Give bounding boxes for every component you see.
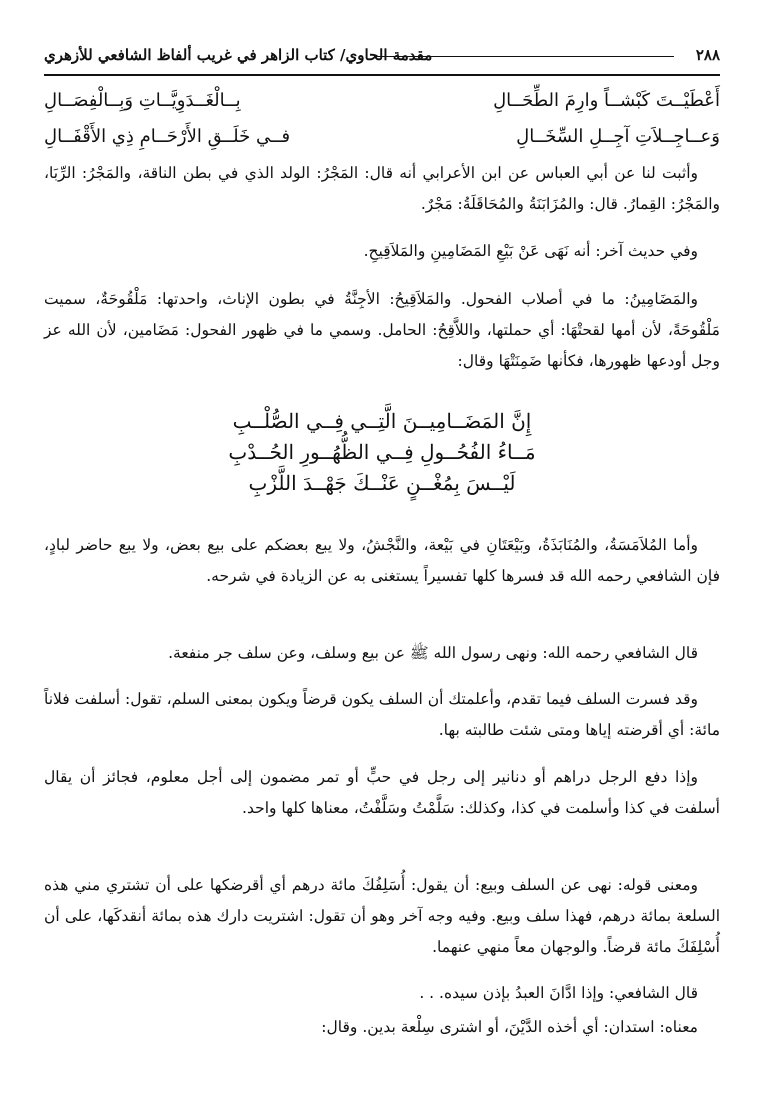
paragraph-1: وأثبت لنا عن أبي العباس عن ابن الأعرابي أنه قال: المَجْرُ: الولد الذي في بطن الناقة، والمَجْرُ: الرِّبَا، والمَجْرُ: القِمارُ. قال: والمُزَابَنَةُ والمُحَاقَلَةُ: مَجْرٌ. bbox=[44, 164, 720, 213]
paragraph-4: وأما المُلاَمَسَةُ، والمُنَابَذَةُ، وبَيْعَتَانِ في بَيْعة، والنَّجْشُ، ولا يبع بعضكم على بيع بعض، ولا يبع حاضر لبادٍ، فإن الشافعي رحمه الله قد فسرها كلها تفسيراً يستغنى به عن الزيادة في شرحه. bbox=[44, 536, 720, 585]
page-header bbox=[44, 40, 720, 76]
verse-2-second-hemistich: فــي خَلَــقِ الأَرْحَــامِ ذِي الأَقْفَــالِ bbox=[44, 126, 291, 147]
paragraph-7: وإذا دفع الرجل دراهم أو دنانير إلى رجل في حبٍّ أو تمر مضمون إلى أجل معلوم، فجائز أن يقال أسلفت في كذا وأسلمت في كذا، وكذلك: سَلَّمْتُ وسَلَّفْتُ، معناها كلها واحد. bbox=[44, 768, 720, 817]
document-page bbox=[44, 40, 720, 1070]
paragraph-8: ومعنى قوله: نهى عن السلف وبيع: أن يقول: أُسَلِفُكَ مائة درهم أي أقرضكها على أن تشتري مني هذه السلعة بمائة درهم، فهذا سلف وبيع. وفيه وجه آخر وهو أن تقول: اشتريت دارك هذه بمائة أنقدكَها، على أن أُسْلِفَكَ مائة قرضاً. والوجهان معاً منهي عنهما. bbox=[44, 876, 720, 956]
running-title: مقدمة الحاوي/ كتاب الزاهر في غريب ألفاظ الشافعي للأزهري bbox=[44, 46, 433, 64]
poem-line-2: مَــاءُ الفُحُــولِ فِــي الظُّهُــورِ الحُــدْبِ bbox=[228, 440, 536, 464]
paragraph-3: والمَضَامِينُ: ما في أصلاب الفحول. والمَلاَقِيحُ: الأجِنَّةُ في بطون الإناث، واحدتها: مَلْقُوحَةٌ، سميت مَلْقُوحَةً، لأن أمها لقحتْهَا: أي حملتها، واللاَّقِحُ: الحامل. وسمي ما في ظهور الفحول: مَضَامين، لأن الله عز وجل أودعها ظهورها، فكأنها ضَمِنَتْهَا وقال: bbox=[44, 290, 720, 370]
verse-2-first-hemistich: وَعــاجِــلاَتِ آجِــلِ السِّخَــالِ bbox=[516, 126, 720, 147]
verse-line-1 bbox=[44, 90, 720, 120]
verse-1-first-hemistich: أَعْطَيْــتَ كَبْشــاً وارِمَ الطِّحَــالِ bbox=[493, 90, 720, 111]
poem-block bbox=[44, 406, 720, 499]
paragraph-10: معناه: استدان: أي أخذه الدَّيْنَ، أو اشترى سِلْعة بدين. وقال: bbox=[321, 1018, 698, 1036]
poem-line-1: إِنَّ المَضَــامِيــنَ الَّتِــي فِــي الصُّلْــبِ bbox=[232, 409, 532, 433]
verse-line-2 bbox=[44, 126, 720, 156]
paragraph-2: وفي حديث آخر: أنه نَهَى عَنْ بَيْعِ المَضَامِينِ والمَلاَقِيحِ. bbox=[363, 242, 698, 260]
verse-1-second-hemistich: بِــالْغَــدَوِيَّــاتِ وَبِــالْفِصَــالِ bbox=[44, 90, 241, 111]
paragraph-9: قال الشافعي: وإذا ادَّانَ العبدُ بإذن سيده. . . bbox=[419, 984, 698, 1002]
poem-line-3: لَيْــسَ بِمُغْــنٍ عَنْــكَ جَهْــدَ اللَّزْبِ bbox=[248, 471, 516, 495]
paragraph-6: وقد فسرت السلف فيما تقدم، وأعلمتك أن السلف يكون قرضاً ويكون بمعنى السلم، تقول: أسلفت فلاناً مائة: أي أقرضته إياها ومتى شئت طالبته بها. bbox=[44, 690, 720, 739]
page-number: ٢٨٨ bbox=[695, 46, 720, 64]
paragraph-5: قال الشافعي رحمه الله: ونهى رسول الله ﷺ عن بيع وسلف، وعن سلف جر منفعة. bbox=[168, 644, 698, 662]
